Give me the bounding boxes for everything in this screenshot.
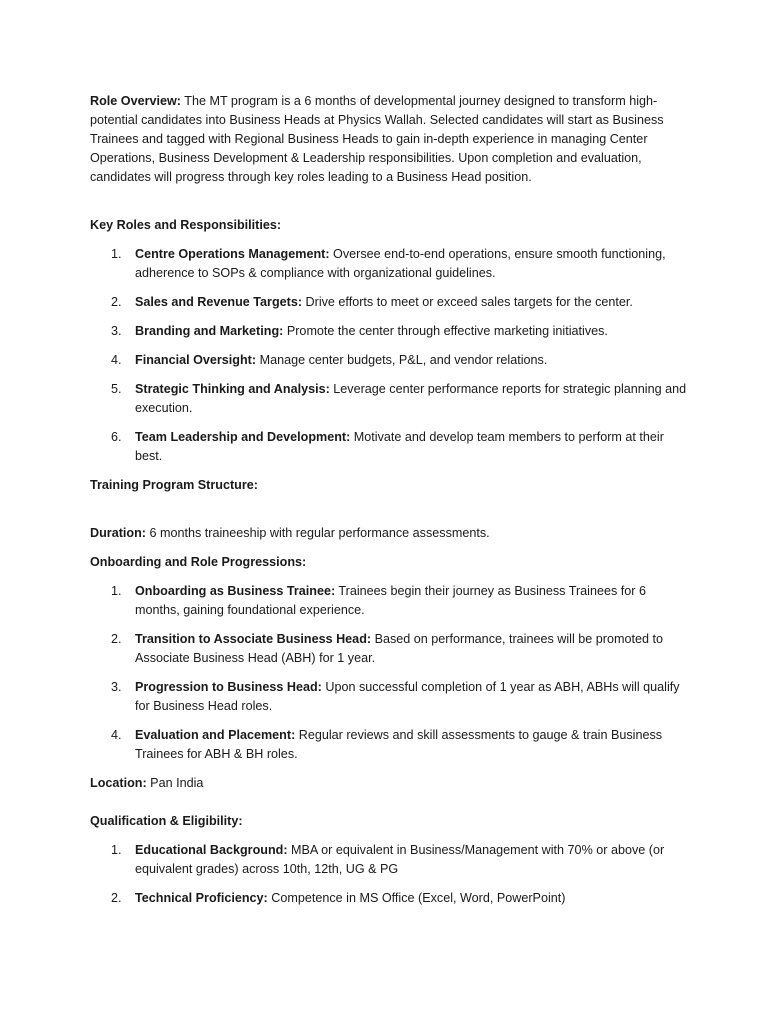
list-number: 2. (111, 295, 122, 309)
qualification-list (90, 841, 690, 908)
list-number: 4. (111, 728, 122, 742)
list-item-text: Promote the center through effective marketing initiatives. (283, 324, 608, 338)
list-item (90, 726, 690, 764)
list-item-title: Progression to Business Head: (135, 680, 322, 694)
list-item (90, 351, 690, 370)
list-item (90, 428, 690, 466)
list-number: 3. (111, 324, 122, 338)
list-item-text: Competence in MS Office (Excel, Word, PowerPoint) (267, 891, 566, 905)
list-item-text: Drive efforts to meet or exceed sales targets for the center. (302, 295, 633, 309)
list-item-title: Branding and Marketing: (135, 324, 284, 338)
list-item-title: Onboarding as Business Trainee: (135, 584, 336, 598)
role-overview-text: The MT program is a 6 months of developmental journey designed to transform high-potential candidates into Business Heads at Physics Wallah. Selected candidates will start as Business Trainees and tagged with Regional Business Heads to gain in-depth experience in managing Center Operations, Business Development & Leadership responsibilities. Upon completion and evaluation, candidates will progress through key roles leading to a Business Head position. (90, 94, 664, 184)
list-item-text: Regular reviews and skill assessments to gauge & train Business Trainees for ABH & BH roles. (135, 728, 663, 761)
location-paragraph (90, 774, 690, 793)
key-roles-heading: Key Roles and Responsibilities: (90, 218, 282, 232)
list-item-title: Strategic Thinking and Analysis: (135, 382, 330, 396)
list-number: 6. (111, 430, 122, 444)
list-number: 1. (111, 584, 122, 598)
list-number: 3. (111, 680, 122, 694)
location-label: Location: (90, 776, 147, 790)
list-item-text: Oversee end-to-end operations, ensure smooth functioning, adherence to SOPs & compliance with organizational guidelines. (135, 247, 666, 280)
list-item-title: Centre Operations Management: (135, 247, 330, 261)
list-item (90, 630, 690, 668)
onboarding-heading: Onboarding and Role Progressions: (90, 555, 307, 569)
list-item (90, 678, 690, 716)
list-item-title: Team Leadership and Development: (135, 430, 351, 444)
list-number: 1. (111, 843, 122, 857)
location-text: Pan India (146, 776, 204, 790)
list-number: 2. (111, 632, 122, 646)
list-item-title: Financial Oversight: (135, 353, 257, 367)
duration-paragraph (90, 524, 690, 543)
list-number: 1. (111, 247, 122, 261)
list-item-text: Upon successful completion of 1 year as ABH, ABHs will qualify for Business Head roles. (135, 680, 680, 713)
duration-label: Duration: (90, 526, 146, 540)
list-item-title: Educational Background: (135, 843, 288, 857)
duration-text: 6 months traineeship with regular performance assessments. (145, 526, 490, 540)
list-item (90, 293, 690, 312)
role-overview-label: Role Overview: (90, 94, 181, 108)
list-item (90, 582, 690, 620)
list-item (90, 889, 690, 908)
list-number: 2. (111, 891, 122, 905)
onboarding-list (90, 582, 690, 764)
qualification-heading: Qualification & Eligibility: (90, 814, 243, 828)
document-body (90, 92, 690, 918)
list-item (90, 380, 690, 418)
list-item-title: Transition to Associate Business Head: (135, 632, 372, 646)
list-item-text: Trainees begin their journey as Business Trainees for 6 months, gaining foundational experience. (135, 584, 646, 617)
training-structure-heading: Training Program Structure: (90, 478, 258, 492)
list-item (90, 322, 690, 341)
list-number: 4. (111, 353, 122, 367)
list-item-title: Evaluation and Placement: (135, 728, 296, 742)
list-item-text: Leverage center performance reports for strategic planning and execution. (135, 382, 687, 415)
list-item-title: Technical Proficiency: (135, 891, 268, 905)
list-item-text: Based on performance, trainees will be promoted to Associate Business Head (ABH) for 1 year. (135, 632, 663, 665)
list-item-text: MBA or equivalent in Business/Management with 70% or above (or equivalent grades) across 10th, 12th, UG & PG (135, 843, 665, 876)
list-item-text: Motivate and develop team members to perform at their best. (135, 430, 664, 463)
list-item-title: Sales and Revenue Targets: (135, 295, 303, 309)
list-number: 5. (111, 382, 122, 396)
list-item (90, 245, 690, 283)
list-item-text: Manage center budgets, P&L, and vendor relations. (256, 353, 548, 367)
key-roles-list (90, 245, 690, 466)
role-overview-paragraph (90, 92, 690, 187)
list-item (90, 841, 690, 879)
